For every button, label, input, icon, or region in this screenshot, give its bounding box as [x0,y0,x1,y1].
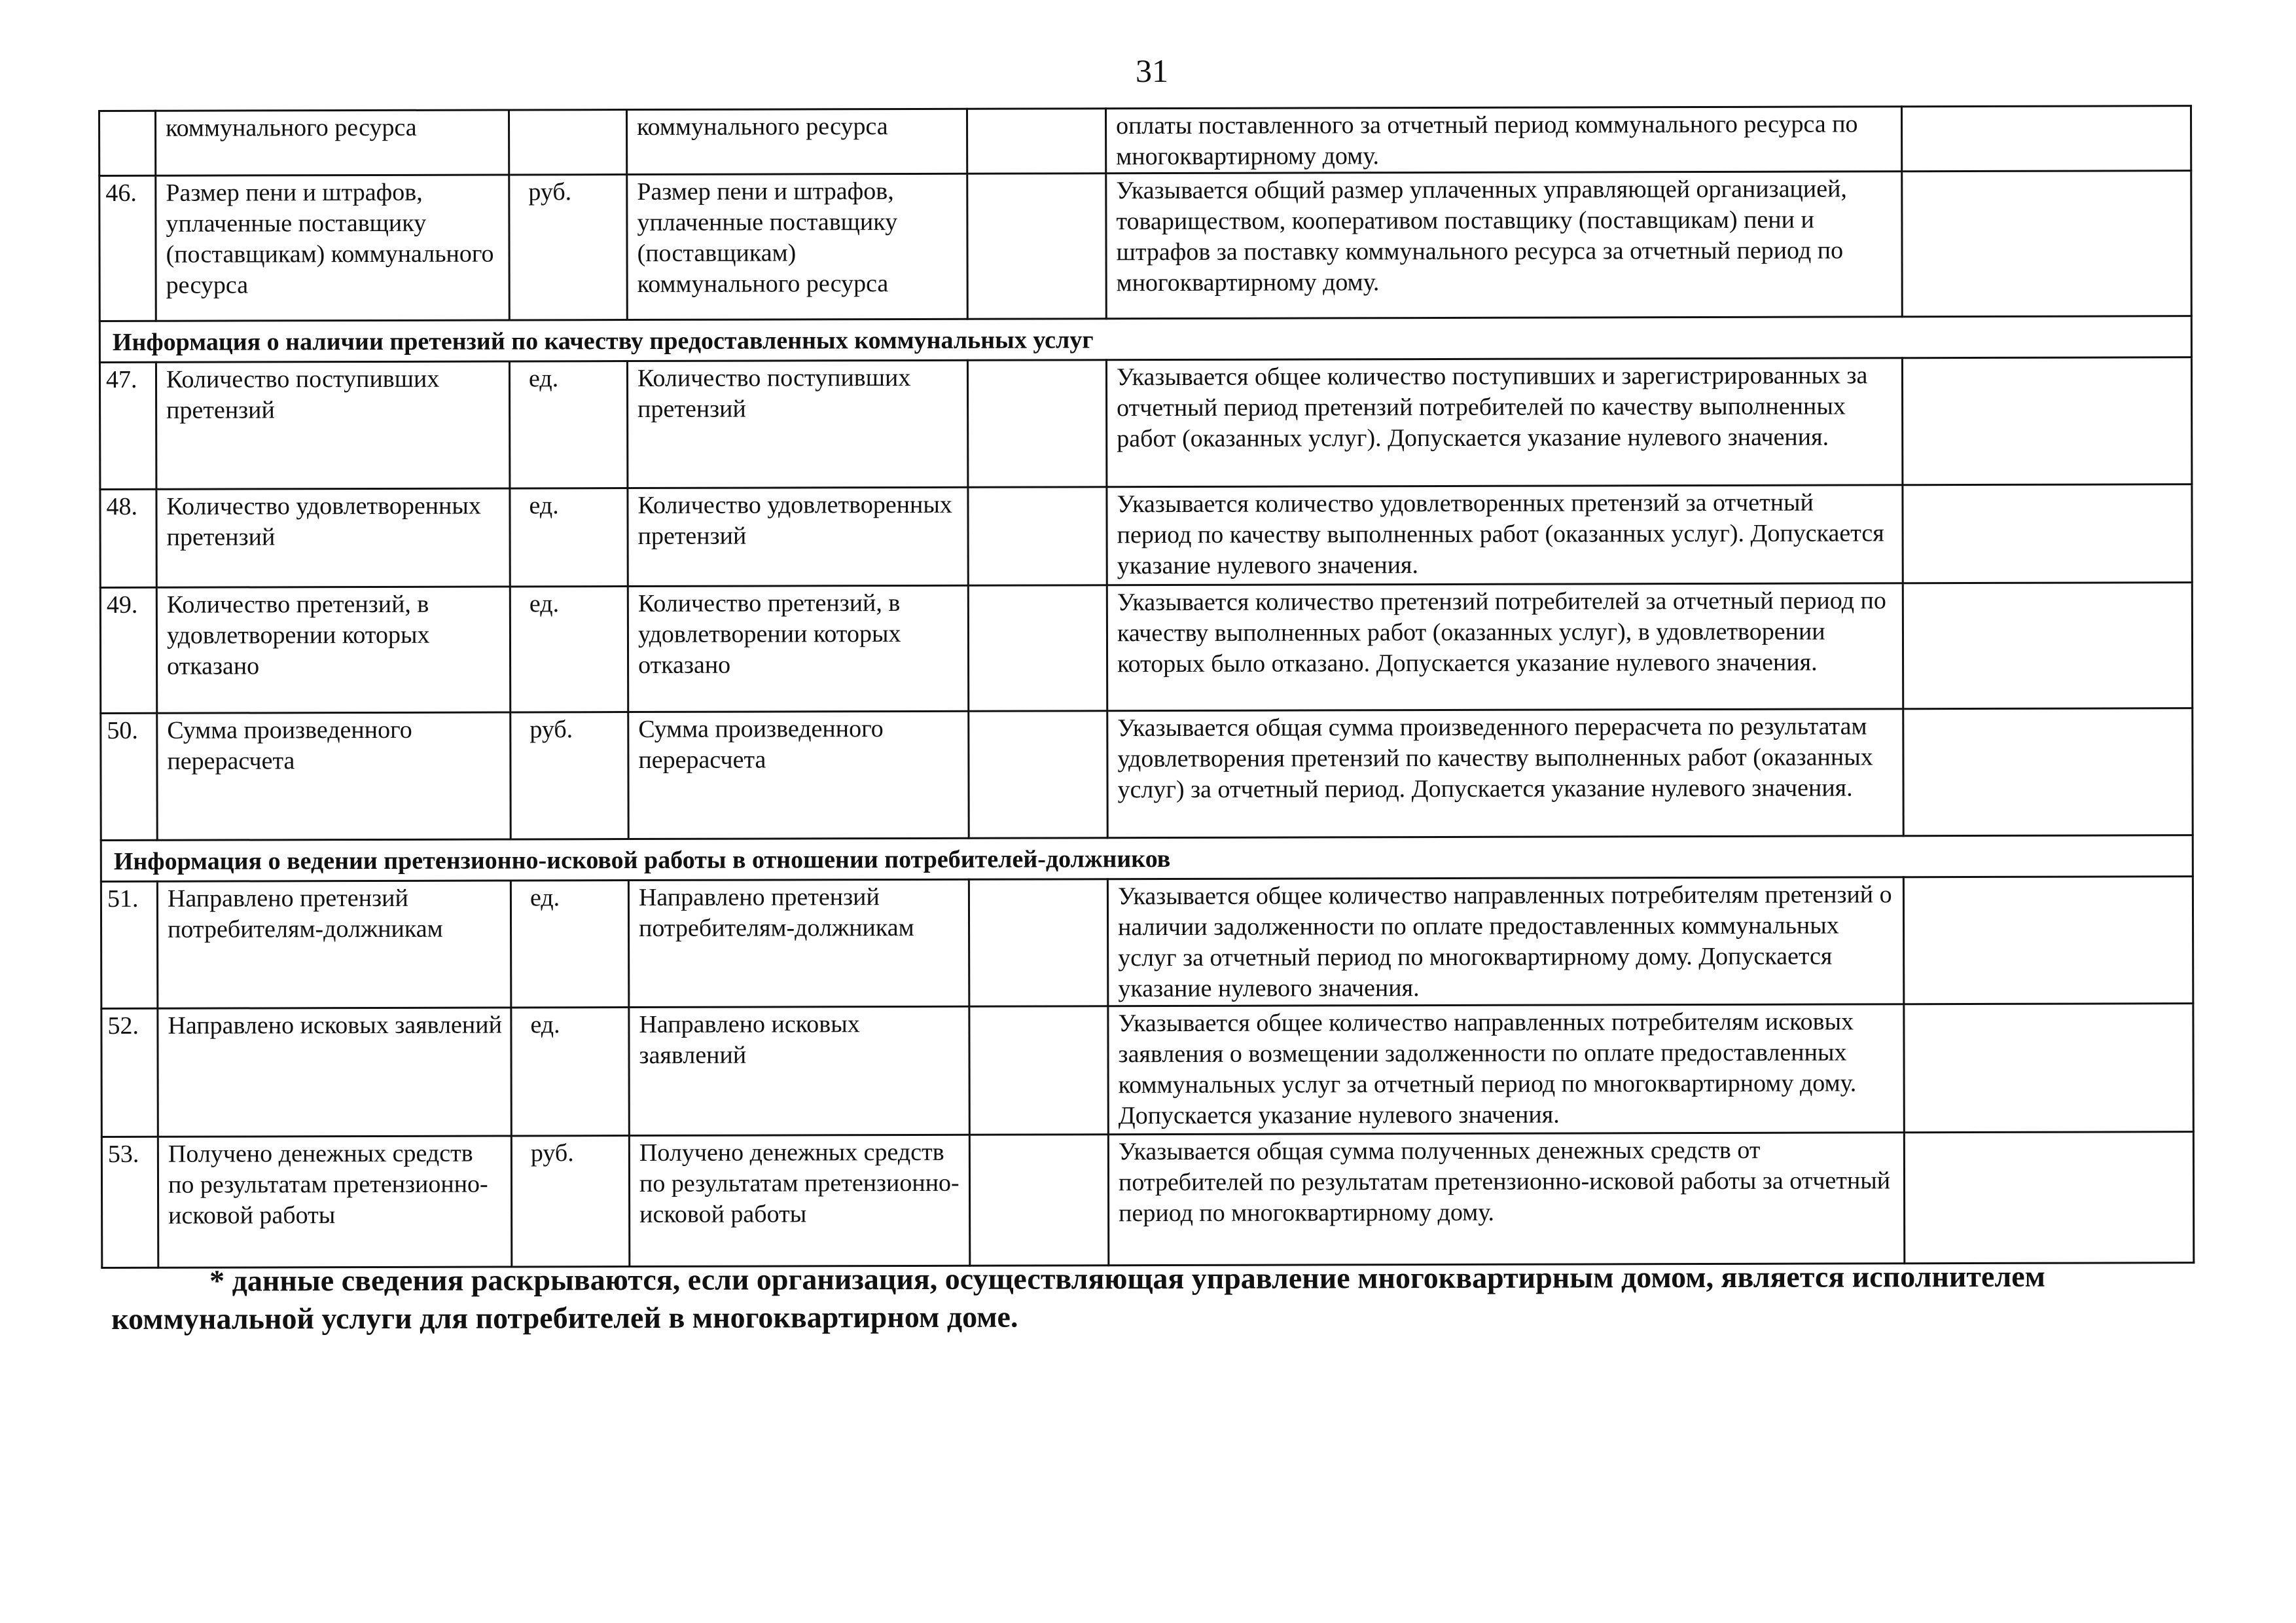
page-number: 31 [1136,52,1168,89]
row-number: 49. [100,587,156,713]
row-name: Количество поступивших претензий [156,361,509,489]
row-number: 52. [101,1008,158,1137]
row-description: Указывается общая сумма полученных денежных средств от потребителей по результатам претензионно-исковой работы за отчетный период по многоквартирному дому. [1108,1133,1904,1266]
row-indicator: Сумма произведенного перерасчета [628,711,969,839]
footnote [111,1257,2173,1338]
row-indicator: Размер пени и штрафов, уплаченные поставщику (поставщикам) коммунального ресурса [627,173,968,319]
row-note [1903,484,2192,583]
section-header-row [101,835,2193,882]
table-row [99,357,2191,490]
table-row [101,708,2193,841]
row-number: 50. [101,713,157,840]
row-indicator: Количество претензий, в удовлетворении которых отказано [628,585,968,712]
row-note [1903,583,2192,709]
row-note [1904,1132,2193,1264]
row-name: Сумма произведенного перерасчета [157,712,511,840]
row-description: Указывается количество претензий потребителей за отчетный период по качеству выполненных работ (оказанных услуг), в удовлетворении которых было отказано. Допускается указание нулевого значения. [1107,583,1903,711]
row-indicator: Получено денежных средств по результатам претензионно-исковой работы [629,1135,969,1266]
row-unit [509,110,627,175]
row-indicator: Количество удовлетворенных претензий [628,487,968,586]
section-header-row [99,316,2191,363]
row-number: 51. [101,881,157,1008]
row-name: Направлено исковых заявлений [158,1008,511,1137]
row-description: Указывается общий размер уплаченных управляющей организацией, товариществом, кооперативом поставщику (поставщикам) пени и штрафов за поставку коммунального ресурса за отчетный период по многоквартирному дому. [1106,172,1903,319]
footnote-line-2: коммунальной услуги для потребителей в многоквартирном доме. [111,1300,1018,1336]
row-name: Количество претензий, в удовлетворении которых отказано [156,587,510,713]
row-number: 47. [99,362,156,489]
row-note [1902,357,2191,485]
table-row [101,1132,2193,1268]
table-row [99,171,2192,321]
row-value [969,1006,1108,1135]
row-value [967,109,1105,174]
row-note [1904,1004,2193,1133]
row-description: Указывается общее количество направленных потребителям претензий о наличии задолженности по оплате предоставленных коммунальных услуг за отчетный период по многоквартирному дому. Допускается указание нулевого значения. [1107,877,1903,1006]
row-note [1902,171,2192,317]
row-value [969,1135,1108,1266]
row-name: Размер пени и штрафов, уплаченные поставщику (поставщикам) коммунального ресурса [156,175,510,321]
row-description: Указывается количество удовлетворенных претензий за отчетный период по качеству выполненных работ (оказанных услуг). Допускается указание нулевого значения. [1107,485,1903,585]
row-name: Направлено претензий потребителям-должникам [157,881,511,1008]
row-name: Количество удовлетворенных претензий [156,488,510,587]
row-description: Указывается общая сумма произведенного перерасчета по результатам удовлетворения претензий по качеству выполненных работ (оказанных услуг) за отчетный период. Допускается указание нулевого значения. [1107,709,1903,838]
row-note [1901,106,2191,172]
row-indicator: Направлено претензий потребителям-должникам [628,879,969,1007]
section-title-debtors: Информация о ведении претензионно-исковой работы в отношении потребителей-должников [101,835,2193,882]
row-number: 46. [99,175,156,321]
row-note [1903,877,2193,1004]
table-row [100,583,2192,714]
row-unit: руб. [509,175,628,320]
row-indicator: Количество поступивших претензий [627,360,967,488]
disclosure-table [98,105,2195,1269]
row-value [969,711,1107,839]
row-value [969,879,1107,1007]
row-number: 48. [100,489,156,587]
row-note [1903,708,2193,836]
row-indicator: Направлено исковых заявлений [629,1006,969,1135]
section-title-claims: Информация о наличии претензий по качеству предоставленных коммунальных услуг [99,316,2191,363]
row-number: 53. [101,1137,158,1267]
table-row [99,106,2191,176]
row-name: коммунального ресурса [156,110,509,175]
row-unit: руб. [511,712,628,839]
row-unit: ед. [509,361,627,488]
row-value [968,487,1107,586]
row-number [99,111,156,175]
table-row [101,877,2193,1009]
row-unit: ед. [510,587,628,712]
row-unit: ед. [511,881,628,1008]
row-name: Получено денежных средств по результатам претензионно-исковой работы [158,1136,511,1267]
row-description: оплаты поставленного за отчетный период коммунального ресурса по многоквартирному дому. [1105,107,1901,173]
row-description: Указывается общее количество направленных потребителям исковых заявления о возмещении задолженности по оплате предоставленных коммунальных услуг за отчетный период по многоквартирному дому. Допускается указание нулевого значения. [1108,1004,1904,1135]
row-value [968,585,1107,712]
row-unit: ед. [511,1008,629,1136]
row-indicator: коммунального ресурса [627,109,967,174]
footnote-line-1: * данные сведения раскрываются, если организация, осуществляющая управление многоквартирным домом, является исполнителем [209,1259,2046,1298]
table-row [101,1004,2193,1137]
row-value [967,173,1107,319]
table-row [100,484,2192,588]
row-unit: ед. [510,488,628,587]
row-value [967,360,1106,488]
row-description: Указывается общее количество поступивших и зарегистрированных за отчетный период претензий потребителей по качеству выполненных работ (оказанных услуг). Допускается указание нулевого значения. [1106,358,1902,487]
row-unit: руб. [511,1136,629,1267]
